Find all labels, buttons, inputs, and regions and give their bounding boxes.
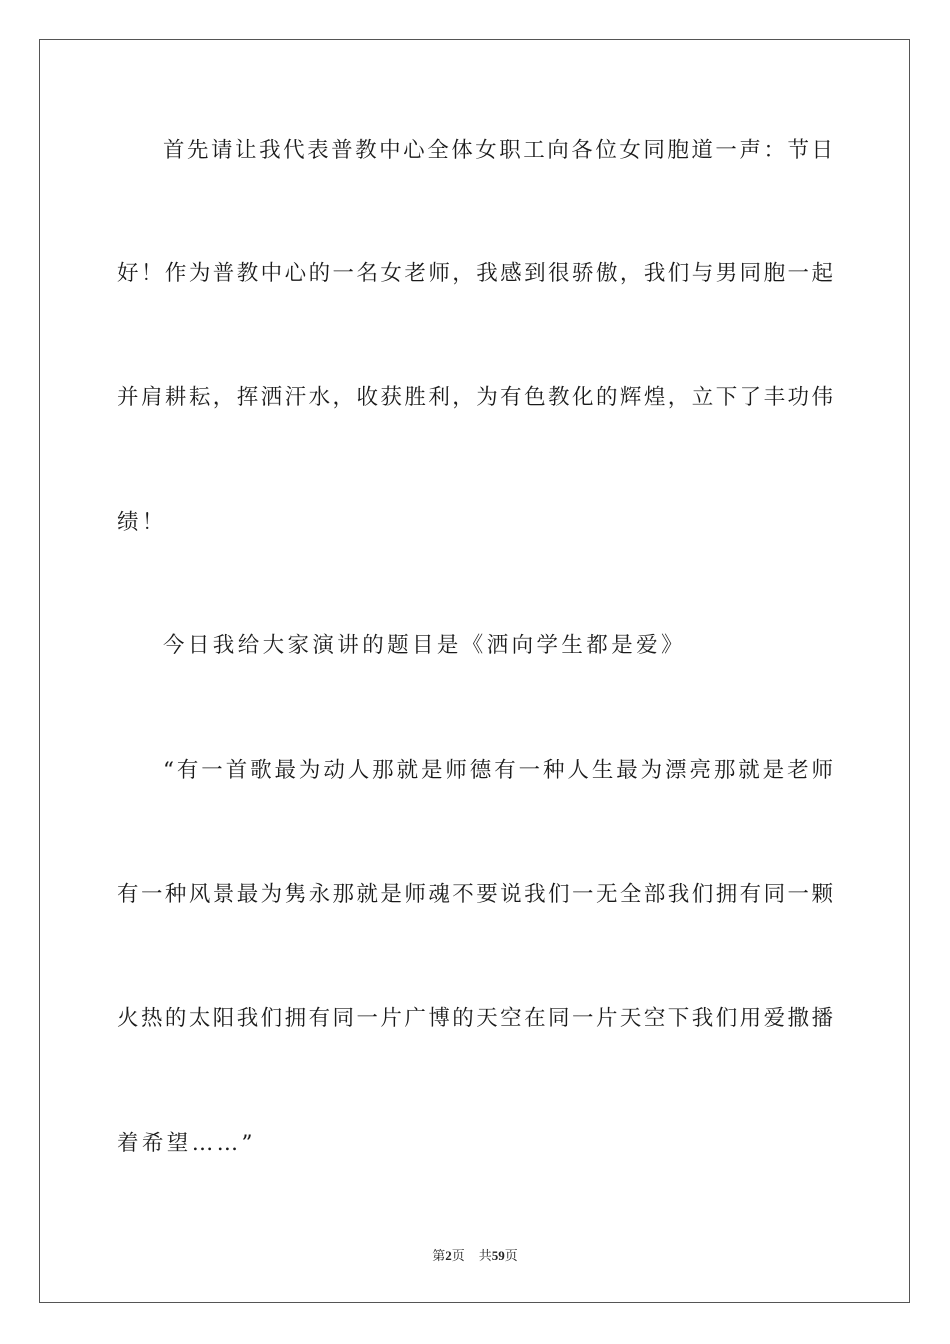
paragraph-1-line-1: 首先请让我代表普教中心全体女职工向各位女同胞道一声：节日 [163,138,833,163]
page-border [39,39,910,1303]
paragraph-2-line-1: 今日我给大家演讲的题目是《洒向学生都是爱》 [163,633,686,658]
paragraph-3-line-1: “有一首歌最为动人那就是师德有一种人生最为漂亮那就是老师 [163,758,833,783]
footer-page-prefix: 第 [432,1248,446,1263]
paragraph-1-line-2: 好！作为普教中心的一名女老师，我感到很骄傲，我们与男同胞一起 [117,261,833,286]
paragraph-3-line-2: 有一种风景最为隽永那就是师魂不要说我们一无全部我们拥有同一颗 [117,882,833,907]
footer-page-suffix: 页 [451,1248,465,1263]
paragraph-3-line-4: 着希望……” [117,1131,256,1156]
footer-total-pages: 59 [491,1248,505,1263]
footer-total-suffix: 页 [504,1248,518,1263]
paragraph-1-line-4: 绩！ [117,510,167,535]
paragraph-1-line-3: 并肩耕耘，挥洒汗水，收获胜利，为有色教化的辉煌，立下了丰功伟 [117,385,833,410]
page-footer [0,1247,950,1265]
footer-page-number: 2 [445,1248,452,1263]
footer-total-prefix: 共 [478,1248,492,1263]
paragraph-3-line-3: 火热的太阳我们拥有同一片广博的天空在同一片天空下我们用爱撒播 [117,1006,833,1031]
